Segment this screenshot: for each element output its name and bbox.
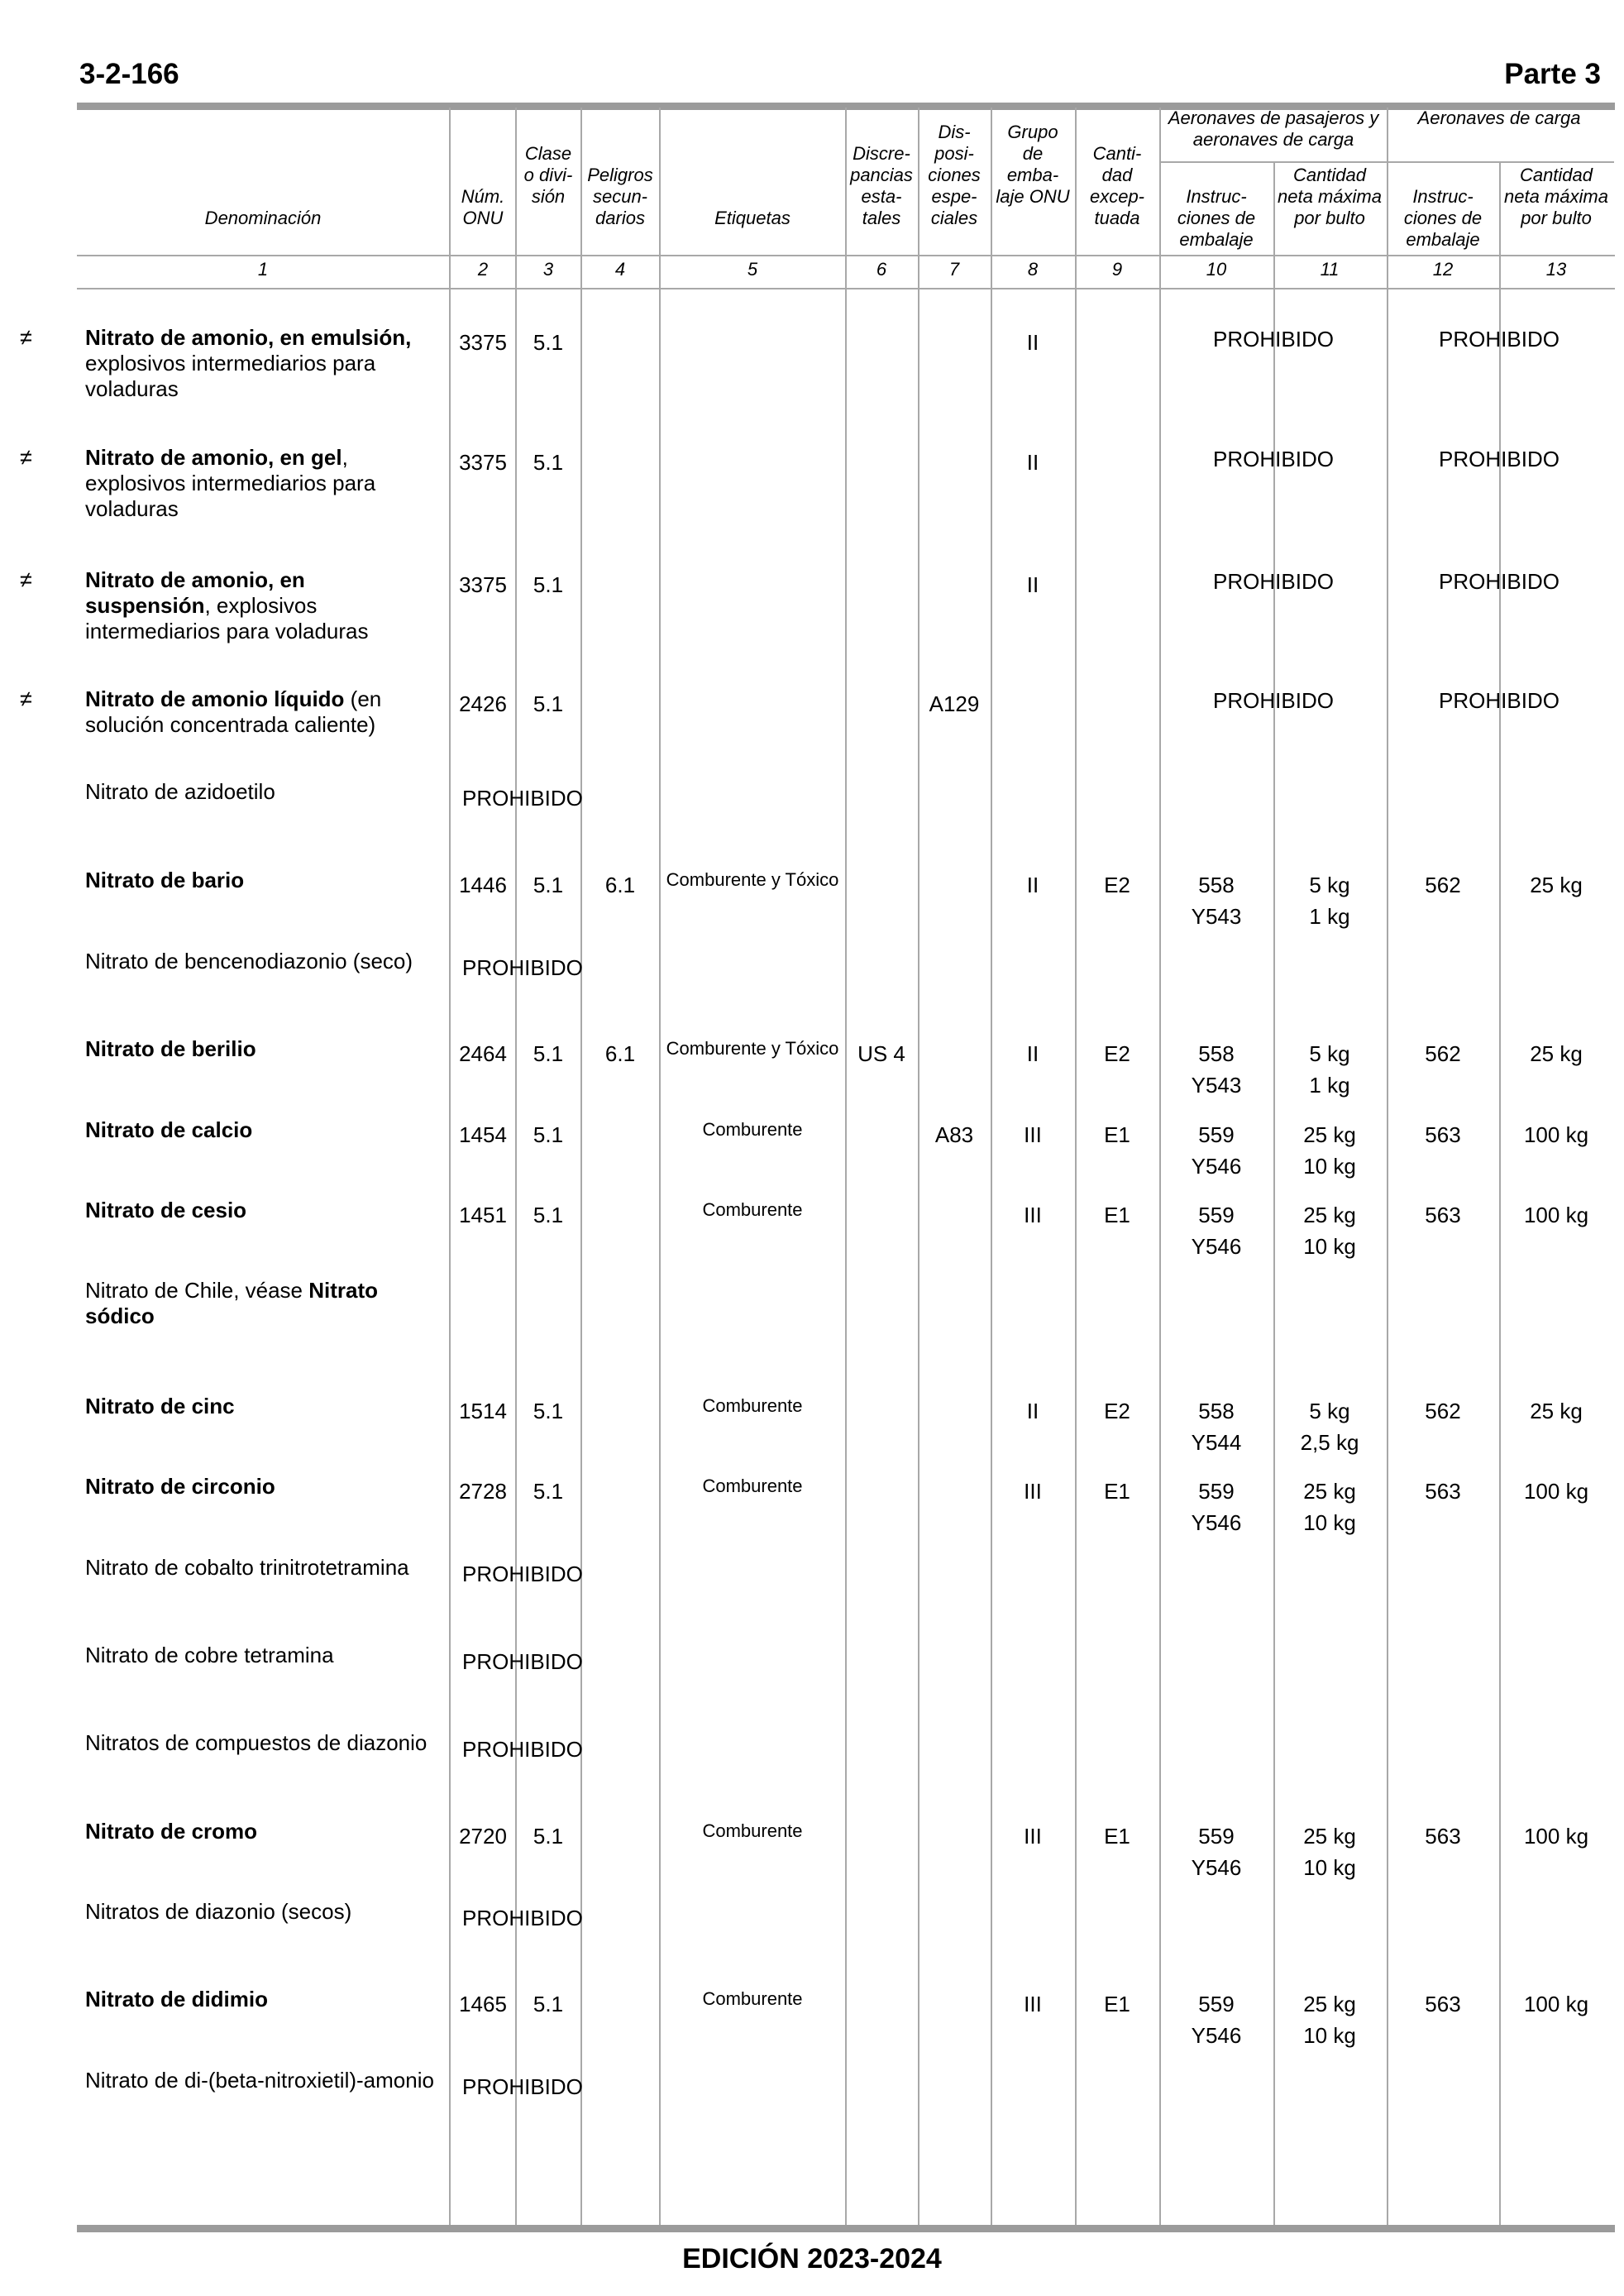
col-number: 5 — [747, 259, 758, 280]
hazard-label: Comburente — [702, 1199, 803, 1220]
un-number: 1465 — [459, 1992, 507, 2016]
pax-forbidden: PROHIBIDO — [1213, 327, 1334, 352]
packing-group: II — [1026, 572, 1039, 597]
row-name: Nitrato de cobalto trinitrotetramina — [85, 1555, 409, 1580]
change-mark: ≠ — [20, 445, 32, 470]
excepted-quantity: E1 — [1104, 1203, 1130, 1227]
forbidden-label: PROHIBIDO — [462, 2074, 583, 2099]
cargo-max-quantity: 100 kg — [1523, 1122, 1589, 1147]
header-cantidad-exceptuada: Canti- dad excep- tuada — [1089, 143, 1145, 228]
cargo-packing-instruction: 563 — [1425, 1122, 1461, 1147]
excepted-quantity: E2 — [1104, 1399, 1130, 1423]
row-name: Nitrato de amonio, en emulsión, explosivos intermediarios para voladuras — [85, 325, 412, 401]
un-number: 1514 — [459, 1399, 507, 1423]
hazard-label: Comburente — [702, 1988, 803, 2009]
max-net-quantity: 25 kg 10 kg — [1303, 1992, 1356, 2048]
packing-group: II — [1026, 1041, 1039, 1066]
max-net-quantity: 25 kg 10 kg — [1303, 1479, 1356, 1535]
row-name: Nitrato de cesio — [85, 1198, 247, 1222]
cargo-packing-instruction: 562 — [1425, 1399, 1461, 1423]
class-division: 5.1 — [533, 450, 564, 475]
max-net-quantity: 25 kg 10 kg — [1303, 1203, 1356, 1259]
header-divider — [77, 288, 1615, 289]
packing-instruction: 559 Y546 — [1191, 1992, 1242, 2048]
col-number: 3 — [542, 259, 554, 280]
class-division: 5.1 — [533, 1203, 564, 1227]
row-name: Nitratos de diazonio (secos) — [85, 1899, 352, 1924]
un-number: 1454 — [459, 1122, 507, 1147]
un-number: 2720 — [459, 1824, 507, 1849]
col-number: 4 — [614, 259, 626, 280]
un-number: 3375 — [459, 330, 507, 355]
row-name: Nitrato de bencenodiazonio (seco) — [85, 949, 413, 973]
group-divider — [1159, 161, 1614, 163]
col-number: 11 — [1320, 259, 1340, 280]
packing-instruction: 559 Y546 — [1191, 1479, 1242, 1535]
row-name: Nitrato de di-(beta-nitroxietil)-amonio — [85, 2068, 434, 2093]
col-divider — [1387, 108, 1388, 2225]
max-net-quantity: 5 kg 2,5 kg — [1300, 1399, 1359, 1455]
hazard-label: Comburente — [702, 1476, 803, 1496]
forbidden-label: PROHIBIDO — [462, 1737, 583, 1762]
row-name: Nitrato de bario — [85, 868, 245, 892]
row-name: Nitrato de Chile, véase Nitrato sódico — [85, 1278, 379, 1328]
cargo-forbidden: PROHIBIDO — [1439, 447, 1560, 471]
col-number: 9 — [1111, 259, 1123, 280]
un-number: 3375 — [459, 572, 507, 597]
col-number: 12 — [1432, 259, 1454, 280]
pax-forbidden: PROHIBIDO — [1213, 569, 1334, 594]
cargo-max-quantity: 100 kg — [1523, 1479, 1589, 1504]
packing-group: III — [1024, 1992, 1042, 2016]
row-name: Nitratos de compuestos de diazonio — [85, 1730, 427, 1755]
forbidden-label: PROHIBIDO — [462, 1649, 583, 1674]
row-name: Nitrato de amonio líquido (en solución concentrada caliente) — [85, 686, 382, 737]
packing-instruction: 559 Y546 — [1191, 1122, 1242, 1179]
cargo-packing-instruction: 562 — [1425, 873, 1461, 897]
header-discrepancias: Discre- pancias esta- tales — [850, 143, 913, 228]
col-divider — [1075, 108, 1077, 2225]
cargo-forbidden: PROHIBIDO — [1439, 688, 1560, 713]
un-number: 1446 — [459, 873, 507, 897]
un-number: 2728 — [459, 1479, 507, 1504]
row-name: Nitrato de amonio, en suspensión, explosivos intermediarios para voladuras — [85, 567, 369, 643]
max-net-quantity: 25 kg 10 kg — [1303, 1824, 1356, 1880]
col-divider — [918, 108, 919, 2225]
state-variation: US 4 — [857, 1041, 905, 1066]
packing-group: III — [1024, 1203, 1042, 1227]
header-peligros: Peligros secun- darios — [587, 165, 653, 228]
bottom-rule — [77, 2225, 1615, 2232]
cargo-forbidden: PROHIBIDO — [1439, 327, 1560, 352]
class-division: 5.1 — [533, 1479, 564, 1504]
cargo-forbidden: PROHIBIDO — [1439, 569, 1560, 594]
class-division: 5.1 — [533, 1824, 564, 1849]
header-clase: Clase o divi- sión — [523, 143, 573, 207]
col-number: 6 — [876, 259, 887, 280]
class-division: 5.1 — [533, 691, 564, 716]
class-division: 5.1 — [533, 572, 564, 597]
header-instrucciones-pax: Instruc- ciones de embalaje — [1177, 186, 1256, 250]
class-division: 5.1 — [533, 1399, 564, 1423]
excepted-quantity: E1 — [1104, 1992, 1130, 2016]
col-number: 2 — [477, 259, 489, 280]
col-number: 1 — [257, 259, 269, 280]
cargo-packing-instruction: 563 — [1425, 1479, 1461, 1504]
cargo-packing-instruction: 563 — [1425, 1992, 1461, 2016]
col-number: 13 — [1545, 259, 1567, 280]
part-label: Parte 3 — [1504, 58, 1601, 90]
col-divider — [845, 108, 847, 2225]
packing-instruction: 558 Y543 — [1191, 1041, 1242, 1098]
hazard-label: Comburente — [702, 1820, 803, 1841]
header-cantidad-pax: Cantidad neta máxima por bulto — [1278, 165, 1382, 228]
cargo-packing-instruction: 563 — [1425, 1203, 1461, 1227]
edition-footer: EDICIÓN 2023-2024 — [682, 2243, 942, 2274]
packing-group: II — [1026, 1399, 1039, 1423]
row-name: Nitrato de cobre tetramina — [85, 1643, 334, 1667]
cargo-max-quantity: 100 kg — [1523, 1203, 1589, 1227]
un-number: 1451 — [459, 1203, 507, 1227]
packing-group: II — [1026, 873, 1039, 897]
excepted-quantity: E2 — [1104, 1041, 1130, 1066]
forbidden-label: PROHIBIDO — [462, 955, 583, 980]
page-number: 3-2-166 — [79, 58, 179, 90]
class-division: 5.1 — [533, 1992, 564, 2016]
packing-group: III — [1024, 1122, 1042, 1147]
row-name: Nitrato de azidoetilo — [85, 779, 275, 804]
packing-instruction: 559 Y546 — [1191, 1824, 1242, 1880]
header-num-onu: Núm. ONU — [461, 186, 505, 228]
special-provision: A129 — [929, 691, 980, 716]
packing-instruction: 558 Y543 — [1191, 873, 1242, 929]
col-number: 8 — [1027, 259, 1039, 280]
packing-instruction: 559 Y546 — [1191, 1203, 1242, 1259]
un-number: 2426 — [459, 691, 507, 716]
header-group-pax: Aeronaves de pasajeros y aeronaves de carga — [1168, 108, 1379, 150]
hazard-label: Comburente — [702, 1395, 803, 1416]
class-division: 5.1 — [533, 1041, 564, 1066]
class-division: 5.1 — [533, 1122, 564, 1147]
class-division: 5.1 — [533, 873, 564, 897]
header-disposiciones: Dis- posi- ciones espe- ciales — [928, 122, 981, 228]
cargo-max-quantity: 25 kg — [1530, 1399, 1583, 1423]
packing-group: III — [1024, 1479, 1042, 1504]
cargo-max-quantity: 25 kg — [1530, 873, 1583, 897]
max-net-quantity: 25 kg 10 kg — [1303, 1122, 1356, 1179]
forbidden-label: PROHIBIDO — [462, 1562, 583, 1586]
row-name: Nitrato de cromo — [85, 1819, 258, 1844]
row-name: Nitrato de cinc — [85, 1394, 235, 1418]
col-number: 7 — [948, 259, 960, 280]
header-denominacion: Denominación — [204, 208, 322, 228]
hazard-label: Comburente y Tóxico — [666, 1038, 839, 1059]
header-etiquetas: Etiquetas — [714, 208, 791, 228]
col-divider — [449, 108, 451, 2225]
col-number: 10 — [1206, 259, 1227, 280]
class-division: 5.1 — [533, 330, 564, 355]
col-divider — [1159, 108, 1161, 2225]
subsidiary-hazard: 6.1 — [604, 873, 636, 897]
max-net-quantity: 5 kg 1 kg — [1309, 1041, 1350, 1098]
packing-instruction: 558 Y544 — [1191, 1399, 1242, 1455]
excepted-quantity: E1 — [1104, 1824, 1130, 1849]
max-net-quantity: 5 kg 1 kg — [1309, 873, 1350, 929]
special-provision: A83 — [934, 1122, 974, 1147]
header-group-cargo: Aeronaves de carga — [1417, 108, 1581, 128]
row-name: Nitrato de berilio — [85, 1036, 256, 1061]
header-divider — [77, 255, 1615, 256]
change-mark: ≠ — [20, 567, 32, 592]
col-divider — [991, 108, 992, 2225]
change-mark: ≠ — [20, 686, 32, 711]
forbidden-label: PROHIBIDO — [462, 1906, 583, 1930]
header-instrucciones-cargo: Instruc- ciones de embalaje — [1403, 186, 1483, 250]
forbidden-label: PROHIBIDO — [462, 786, 583, 811]
row-name: Nitrato de circonio — [85, 1474, 275, 1499]
pax-forbidden: PROHIBIDO — [1213, 447, 1334, 471]
excepted-quantity: E1 — [1104, 1122, 1130, 1147]
excepted-quantity: E2 — [1104, 873, 1130, 897]
pax-forbidden: PROHIBIDO — [1213, 688, 1334, 713]
excepted-quantity: E1 — [1104, 1479, 1130, 1504]
row-name: Nitrato de amonio, en gel, explosivos intermediarios para voladuras — [85, 445, 376, 521]
cargo-packing-instruction: 563 — [1425, 1824, 1461, 1849]
subsidiary-hazard: 6.1 — [604, 1041, 636, 1066]
cargo-packing-instruction: 562 — [1425, 1041, 1461, 1066]
hazard-label: Comburente y Tóxico — [666, 869, 839, 890]
packing-group: II — [1026, 450, 1039, 475]
un-number: 2464 — [459, 1041, 507, 1066]
cargo-max-quantity: 25 kg — [1530, 1041, 1583, 1066]
cargo-max-quantity: 100 kg — [1523, 1992, 1589, 2016]
change-mark: ≠ — [20, 325, 32, 350]
row-name: Nitrato de didimio — [85, 1987, 268, 2011]
header-grupo-embalaje: Grupo de emba- laje ONU — [996, 122, 1070, 207]
hazard-label: Comburente — [702, 1119, 803, 1140]
packing-group: II — [1026, 330, 1039, 355]
row-name: Nitrato de calcio — [85, 1117, 253, 1142]
col-divider — [659, 108, 661, 2225]
header-cantidad-cargo: Cantidad neta máxima por bulto — [1504, 165, 1608, 228]
cargo-max-quantity: 100 kg — [1523, 1824, 1589, 1849]
un-number: 3375 — [459, 450, 507, 475]
packing-group: III — [1024, 1824, 1042, 1849]
